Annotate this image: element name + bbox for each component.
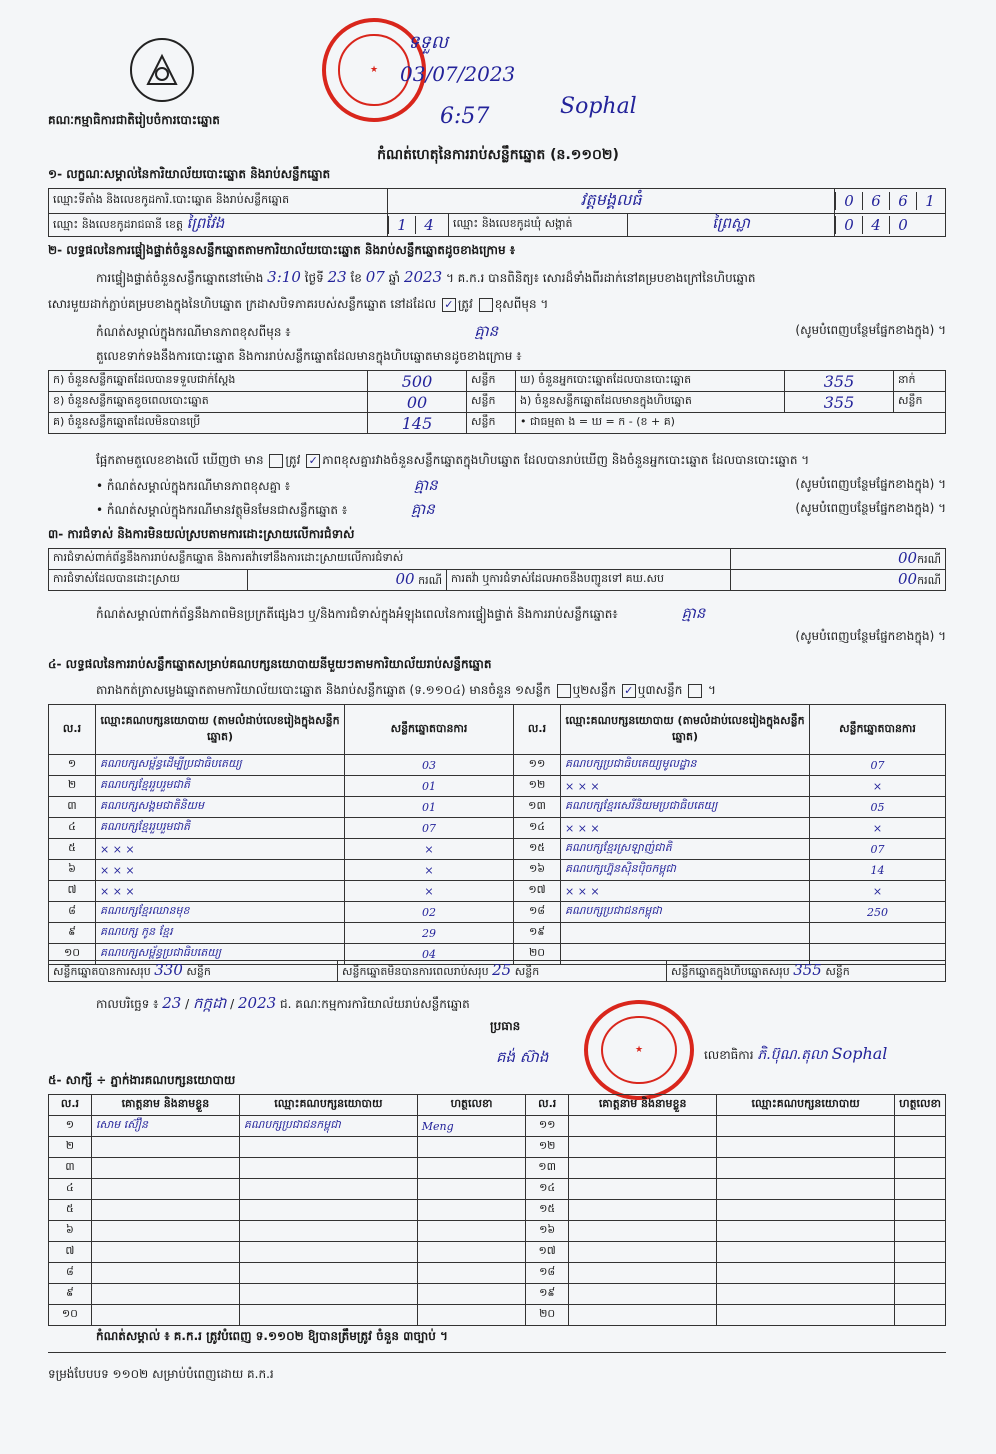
party-name: × × × xyxy=(96,881,345,902)
row-number: ៤ xyxy=(49,818,96,839)
party-name: គណបក្សប្រជាជនកម្ពុជា xyxy=(561,902,810,923)
section2-intro-3: សោរមួយដាក់ភ្ជាប់គម្របខាងក្នុងនៃហិបឆ្នោត ក្រដាសបិទភាគរបស់សន្លឹកឆ្នោត នៅដដែល ✓ ត្រូវ ខុសពីមុន ។ xyxy=(48,297,549,311)
total-invalid: 25 xyxy=(492,961,512,979)
witness-signature: Meng xyxy=(417,1116,525,1137)
party-name: × × × xyxy=(561,881,810,902)
party-name: គណបក្ស កូន ខ្មែរ xyxy=(96,923,345,944)
counts-row: ខ) ចំនួនសន្លឹកឆ្នោតខូចពេលបោះឆ្នោត 00 សន្លឹក ង) ចំនួនសន្លឹកឆ្នោតដែលមានក្នុងហិបឆ្នោត 355 សន្លឹក xyxy=(49,392,946,413)
row-number: ១៦ xyxy=(514,860,561,881)
chair-name: គង់ ស៊ាង xyxy=(496,1048,549,1066)
day-value: 23 xyxy=(327,268,347,286)
party-votes: 07 xyxy=(810,755,946,776)
chair-label: ប្រធាន xyxy=(490,1019,521,1033)
row-number: ១៩ xyxy=(526,1284,569,1305)
witness-name xyxy=(91,1200,239,1221)
row-number: ១៥ xyxy=(526,1200,569,1221)
party-name: × × × xyxy=(96,839,345,860)
party-name: គណបក្សខ្មែរស្រឡាញ់ជាតិ xyxy=(561,839,810,860)
date-line: កាលបរិច្ឆេទ ៖ 23 / កក្កដា / 2023 ជ. គណៈកម្មការការិយាល័យរាប់សន្លឹកឆ្នោត xyxy=(96,994,470,1012)
results-row xyxy=(49,902,946,923)
party-name: គណបក្សខ្មែរឈានមុខ xyxy=(96,902,345,923)
row-number: ២០ xyxy=(514,944,561,965)
row-number: ៣ xyxy=(49,1158,92,1179)
total-valid: 330 xyxy=(154,961,183,979)
results-row xyxy=(49,755,946,776)
receipt-time: 6:57 xyxy=(440,104,490,129)
witness-party xyxy=(239,1284,417,1305)
witness-signature xyxy=(417,1221,525,1242)
witness-name xyxy=(569,1179,717,1200)
witness-party xyxy=(239,1221,417,1242)
party-votes: 07 xyxy=(810,839,946,860)
row2-commune-value: ព្រៃស្លា xyxy=(628,214,835,237)
suspicious-note: • កំណត់សម្គាល់ក្នុងករណីមានវត្ថុមិនមែនជាសន្លឹកឆ្នោត ៖ គ្មាន (សូមបំពេញបន្ថែមផ្នែកខាងក្នុង) ។ xyxy=(96,500,946,518)
witness-signature xyxy=(895,1242,946,1263)
form-note: ទម្រង់បែបបទ ១១០២ សម្រាប់បំពេញដោយ គ.ក.រ xyxy=(48,1367,274,1381)
results-row xyxy=(49,797,946,818)
witness-signature xyxy=(417,1242,525,1263)
witness-name xyxy=(91,1179,239,1200)
witness-row xyxy=(49,1284,946,1305)
witness-signature xyxy=(417,1158,525,1179)
witness-party xyxy=(717,1158,895,1179)
party-votes: 01 xyxy=(345,776,514,797)
counts-row: ក) ចំនួនសន្លឹកឆ្នោតដែលបានទទួលជាក់ស្តែង 500 សន្លឹក ឃ) ចំនួនអ្នកបោះឆ្នោតដែលបានបោះឆ្នោត 355 នាក់ xyxy=(49,371,946,392)
section3-note: កំណត់សម្គាល់ពាក់ព័ន្ធនឹងភាពមិនប្រក្រតីផ្សេងៗ ឬ/និងការជំទាស់ក្នុងអំឡុងពេលនៃការផ្ទៀងផ្ទាត់ និងការរាប់សន្លឹកឆ្នោត៖ គ្មាន xyxy=(96,604,706,622)
row-number: ១៣ xyxy=(514,797,561,818)
sheets-1-checkbox[interactable] xyxy=(557,684,571,698)
party-name: គណបក្សសម្ព័ន្ធដើម្បីប្រជាធិបតេយ្យ xyxy=(96,755,345,776)
party-name: × × × xyxy=(561,818,810,839)
party-name xyxy=(561,923,810,944)
witness-signature xyxy=(417,1200,525,1221)
section4-heading: ៤- លទ្ធផលនៃការរាប់សន្លឹកឆ្នោតសម្រាប់គណបក្សនយោបាយនីមួយៗតាមការិយាល័យរាប់សន្លឹកឆ្នោត xyxy=(48,657,492,671)
witness-party xyxy=(717,1305,895,1326)
row-number: ១៣ xyxy=(526,1158,569,1179)
footnote: កំណត់សម្គាល់ ៖ គ.ក.រ ត្រូវបំពេញ ទ.១១០២ ឱ្យបានត្រឹមត្រូវ ចំនួន ៣ច្បាប់ ។ xyxy=(96,1329,448,1343)
witness-signature xyxy=(895,1200,946,1221)
witness-row xyxy=(49,1179,946,1200)
row1-label: ឈ្មោះទីតាំង និងលេខកូដការិ.បោះឆ្នោត និងរាប់សន្លឹកឆ្នោត xyxy=(49,189,388,214)
witness-party xyxy=(717,1284,895,1305)
witness-name xyxy=(569,1305,717,1326)
diff-checkbox[interactable]: ✓ xyxy=(306,454,320,468)
row-number: ១១ xyxy=(526,1116,569,1137)
results-row xyxy=(49,839,946,860)
witness-name xyxy=(91,1305,239,1326)
witness-row xyxy=(49,1158,946,1179)
row-number: ១២ xyxy=(526,1137,569,1158)
ok-checkbox[interactable]: ✓ xyxy=(442,298,456,312)
row-number: ៨ xyxy=(49,902,96,923)
party-votes: 04 xyxy=(345,944,514,965)
sheets-3-checkbox[interactable] xyxy=(688,684,702,698)
official-stamp: ★ xyxy=(584,1000,694,1100)
row-number: ៦ xyxy=(49,860,96,881)
witness-row xyxy=(49,1137,946,1158)
witness-name xyxy=(91,1221,239,1242)
row-number: ៨ xyxy=(49,1263,92,1284)
witness-party xyxy=(717,1179,895,1200)
witness-row xyxy=(49,1200,946,1221)
counts-row: គ) ចំនួនសន្លឹកឆ្នោតដែលមិនបានប្រើ 145 សន្លឹក • ជាធម្មតា ង = ឃ = ក - (ខ + គ) xyxy=(49,413,946,434)
witness-name xyxy=(569,1221,717,1242)
party-name: × × × xyxy=(561,776,810,797)
party-votes: × xyxy=(345,860,514,881)
row-number: ១៦ xyxy=(526,1221,569,1242)
table-intro: តួលេខទាក់ទងនឹងការបោះឆ្នោត និងការរាប់សន្លឹកឆ្នោតដែលមានក្នុងហិបឆ្នោតមានដូចខាងក្រោម ៖ xyxy=(96,349,522,363)
witness-signature xyxy=(895,1158,946,1179)
witness-row xyxy=(49,1263,946,1284)
witness-signature xyxy=(417,1284,525,1305)
witness-table: ល.រ គោត្តនាម និងនាមខ្លួន ឈ្មោះគណបក្សនយោបាយ ហត្ថលេខា ល.រ គោត្តនាម និងនាមខ្លួន ឈ្មោះគណបក្សនយោបាយ ហត្ថលេខា ១ សោម ស៊ឿន គណបក្សប្រជាជនកម្ពុជា Meng ១១ ២ ១២ ៣ ១៣ ៤ ១៤ ៥ ១៥ ៦ ១៦ ៧ ១៧ ៨ ១៨ ៩ ១៩ ១០ ២០ xyxy=(48,1094,946,1326)
totals-table: សន្លឹកឆ្នោតបានការសរុប 330 សន្លឹក សន្លឹកឆ្នោតមិនបានការពេលរាប់សរុប 25 សន្លឹក សន្លឹកឆ្នោតក្នុងហិបឆ្នោតសរុប 355 សន្លឹក xyxy=(48,960,946,982)
row-number: ១៤ xyxy=(514,818,561,839)
party-name: គណបក្សខ្មែររួបរួមជាតិ xyxy=(96,776,345,797)
witness-party xyxy=(717,1137,895,1158)
party-name: គណបក្សខ្មែររួបរួមជាតិ xyxy=(96,818,345,839)
witness-signature xyxy=(417,1263,525,1284)
row-number: ១០ xyxy=(49,1305,92,1326)
party-name: គណបក្សប្រជាធិបតេយ្យមូលដ្ឋាន xyxy=(561,755,810,776)
row-number: ២០ xyxy=(526,1305,569,1326)
secretary-line: លេខាធិការ ភិ.ប៊ុណ.តុលា Sophal xyxy=(704,1044,888,1063)
row2-commune-label: ឈ្មោះ និងលេខកូដឃុំ សង្កាត់ xyxy=(449,214,628,237)
witness-name xyxy=(91,1284,239,1305)
row-number: ១៧ xyxy=(526,1242,569,1263)
row2-label: ឈ្មោះ និងលេខកូដរាជធានី ខេត្ត ព្រៃវែង xyxy=(49,214,388,237)
party-votes: × xyxy=(810,881,946,902)
party-name: គណបក្សសម្ព័ន្ធប្រជាធិបតេយ្យ xyxy=(96,944,345,965)
row-number: ៤ xyxy=(49,1179,92,1200)
witness-name xyxy=(569,1158,717,1179)
row-number: ៣ xyxy=(49,797,96,818)
org-name: គណៈកម្មាធិការជាតិរៀបចំការបោះឆ្នោត xyxy=(48,113,220,127)
row-number: ៩ xyxy=(49,1284,92,1305)
row-number: ៧ xyxy=(49,1242,92,1263)
row-number: ៥ xyxy=(49,839,96,860)
witness-signature xyxy=(895,1263,946,1284)
witness-party xyxy=(717,1242,895,1263)
footer-rule xyxy=(48,1352,946,1353)
witness-party xyxy=(239,1200,417,1221)
party-votes: × xyxy=(345,839,514,860)
section1-heading: ១- លក្ខណៈសម្គាល់នៃការិយាល័យបោះឆ្នោត និងរាប់សន្លឹកឆ្នោត xyxy=(48,167,331,181)
party-votes: 29 xyxy=(345,923,514,944)
time-value: 3:10 xyxy=(267,268,301,286)
row1-value: វត្តមង្គលធំ xyxy=(388,189,835,214)
witness-row xyxy=(49,1116,946,1137)
witness-signature xyxy=(895,1137,946,1158)
row2-code: 1 4 xyxy=(388,214,449,237)
row-number: ១ xyxy=(49,755,96,776)
section1-table xyxy=(48,188,946,237)
year-value: 2023 xyxy=(403,268,443,286)
witness-name xyxy=(91,1263,239,1284)
witness-row xyxy=(49,1242,946,1263)
party-name: គណបក្សសង្គមជាតិនិយម xyxy=(96,797,345,818)
party-votes: 05 xyxy=(810,797,946,818)
witness-signature xyxy=(417,1137,525,1158)
party-votes: 03 xyxy=(345,755,514,776)
row-number: ៥ xyxy=(49,1200,92,1221)
witness-party xyxy=(717,1116,895,1137)
row1-code: 0 6 6 1 xyxy=(835,189,946,214)
witness-signature xyxy=(895,1116,946,1137)
witness-signature xyxy=(417,1179,525,1200)
objections-table: ការជំទាស់ពាក់ព័ន្ធនឹងការរាប់សន្លឹកឆ្នោត និងការតវ៉ាទៅនឹងការដោះស្រាយលើការជំទាស់ 00ករណី ការជំទាស់ដែលបានដោះស្រាយ 00 ករណី ការតវ៉ា ឬការជំទាស់ដែលអាចនឹងបញ្ជូនទៅ គឃ.សប 00ករណី xyxy=(48,548,946,591)
row-number: ១៤ xyxy=(526,1179,569,1200)
row2-commune-code: 0 4 0 xyxy=(835,214,946,237)
month-value: 07 xyxy=(365,268,385,286)
witness-party xyxy=(239,1137,417,1158)
row-number: ៦ xyxy=(49,1221,92,1242)
witness-party: គណបក្សប្រជាជនកម្ពុជា xyxy=(239,1116,417,1137)
row-number: ១០ xyxy=(49,944,96,965)
witness-name xyxy=(91,1158,239,1179)
receipt-signature: Sophal xyxy=(560,94,637,119)
row-number: ២ xyxy=(49,1137,92,1158)
party-votes: × xyxy=(810,818,946,839)
party-votes xyxy=(810,923,946,944)
section4-intro: តារាងកត់ត្រាសម្លេងឆ្នោតតាមការិយាល័យបោះឆ្នោត និងរាប់សន្លឹកឆ្នោត (ទ.១១០៤) មានចំនួន ១សន្លឹក ឬ២សន្លឹក ✓ ឬ៣សន្លឹក ។ xyxy=(96,683,716,697)
witness-name xyxy=(569,1263,717,1284)
witness-name: សោម ស៊ឿន xyxy=(91,1116,239,1137)
row-number: ១៩ xyxy=(514,923,561,944)
sheets-2-checkbox[interactable]: ✓ xyxy=(622,684,636,698)
witness-name xyxy=(569,1137,717,1158)
row-number: ៧ xyxy=(49,881,96,902)
witness-name xyxy=(569,1284,717,1305)
section5-heading: ៥- សាក្សី ÷ ភ្នាក់ងារគណបក្សនយោបាយ xyxy=(48,1073,236,1087)
row-number: ១៧ xyxy=(514,881,561,902)
section3-heading: ៣- ការជំទាស់ និងការមិនយល់ស្របតាមការដោះស្រាយលើការជំទាស់ xyxy=(48,527,355,541)
results-row xyxy=(49,923,946,944)
party-votes: × xyxy=(345,881,514,902)
section3-fill-hint: (សូមបំពេញបន្ថែមផ្នែកខាងក្នុង) ។ xyxy=(795,629,946,643)
witness-name xyxy=(91,1137,239,1158)
party-votes: × xyxy=(810,776,946,797)
row-number: ៩ xyxy=(49,923,96,944)
results-row xyxy=(49,776,946,797)
receipt-stamp: ★ xyxy=(322,18,426,122)
witness-party xyxy=(239,1305,417,1326)
section2-heading: ២- លទ្ធផលនៃការផ្ទៀងផ្ទាត់ចំនួនសន្លឹកឆ្នោតតាមការិយាល័យបោះឆ្នោត និងរាប់សន្លឹកឆ្នោតដូចខាងក្រោម ៖ xyxy=(48,243,516,257)
witness-party xyxy=(717,1200,895,1221)
witness-signature xyxy=(895,1305,946,1326)
section2-note-value: គ្មាន xyxy=(474,322,499,340)
witness-name xyxy=(91,1242,239,1263)
party-votes: 14 xyxy=(810,860,946,881)
witness-row xyxy=(49,1221,946,1242)
witness-party xyxy=(717,1221,895,1242)
row-number: ២ xyxy=(49,776,96,797)
witness-row xyxy=(49,1305,946,1326)
witness-signature xyxy=(417,1305,525,1326)
results-row xyxy=(49,860,946,881)
diff-note: • កំណត់សម្គាល់ក្នុងករណីមានភាពខុសគ្នា ៖ គ្មាន (សូមបំពេញបន្ថែមផ្នែកខាងក្នុង) ។ xyxy=(96,476,946,494)
receipt-date: 03/07/2023 xyxy=(400,62,516,86)
witness-signature xyxy=(895,1221,946,1242)
total-in-box: 355 xyxy=(793,961,822,979)
results-table: ល.រ ឈ្មោះគណបក្សនយោបាយ (តាមលំដាប់លេខរៀងក្នុងសន្លឹកឆ្នោត) សន្លឹកឆ្នោតបានការ ល.រ ឈ្មោះគណបក្សនយោបាយ (តាមលំដាប់លេខរៀងក្នុងសន្លឹកឆ្នោត) សន្លឹកឆ្នោតបានការ ១ គណបក្សសម្ព័ន្ធដើម្បីប្រជាធិបតេយ្យ 03 ១១ គណបក្សប្រជាធិបតេយ្យមូលដ្ឋាន 07 ២ គណបក្សខ្មែររួបរួមជាតិ 01 ១២ × × × × ៣ គណបក្សសង្គមជាតិនិយម 01 ១៣ គណបក្សខ្មែរសេរីនិយមប្រជាធិបតេយ្យ 05 ៤ គណបក្សខ្មែររួបរួមជាតិ 07 ១៤ × × × × ៥ × × × × ១៥ គណបក្សខ្មែរស្រឡាញ់ជាតិ 07 ៦ × × × × ១៦ គណបក្សហ្វ៊ុនស៊ិនប៉ិចកម្ពុជា 14 ៧ × × × × ១៧ × × × × ៨ គណបក្សខ្មែរឈានមុខ 02 ១៨ គណបក្សប្រជាជនកម្ពុជា 250 ៩ គណបក្ស កូន ខ្មែរ 29 ១៩ ១០ គណបក្សសម្ព័ន្ធប្រជាធិបតេយ្យ 04 ២០ xyxy=(48,704,946,965)
witness-name xyxy=(569,1116,717,1137)
witness-party xyxy=(239,1242,417,1263)
based-on-line: ផ្អែកតាមតួលេខខាងលើ ឃើញថា មាន ត្រូវ ✓ ភាពខុសគ្នារវាងចំនួនសន្លឹកឆ្នោតក្នុងហិបឆ្នោត ដែលបានរាប់ឃើញ និងចំនួនអ្នកបោះឆ្នោត ដែលបានបោះឆ្នោត ។ xyxy=(96,453,810,467)
row2-value: ព្រៃវែង xyxy=(186,214,225,232)
party-votes: 02 xyxy=(345,902,514,923)
party-votes: 250 xyxy=(810,902,946,923)
row-number: ១៨ xyxy=(514,902,561,923)
witness-party xyxy=(717,1263,895,1284)
party-votes: 01 xyxy=(345,797,514,818)
nec-logo xyxy=(130,38,194,102)
section2-note: កំណត់សម្គាល់ក្នុងករណីមានភាពខុសពីមុន ៖ គ្មាន (សូមបំពេញបន្ថែមផ្នែកខាងក្នុង) ។ xyxy=(96,322,946,340)
page-title: កំណត់ហេតុនៃការរាប់សន្លឹកឆ្នោត (ន.១១០២) xyxy=(377,147,619,163)
witness-name xyxy=(569,1200,717,1221)
same-checkbox[interactable] xyxy=(269,454,283,468)
witness-party xyxy=(239,1179,417,1200)
receipt-note: ទទួល xyxy=(408,32,448,53)
witness-party xyxy=(239,1263,417,1284)
witness-signature xyxy=(895,1284,946,1305)
witness-signature xyxy=(895,1179,946,1200)
party-name: × × × xyxy=(96,860,345,881)
witness-party xyxy=(239,1158,417,1179)
row-number: ១២ xyxy=(514,776,561,797)
counts-table xyxy=(48,370,946,434)
party-name: គណបក្សខ្មែរសេរីនិយមប្រជាធិបតេយ្យ xyxy=(561,797,810,818)
row-number: ១ xyxy=(49,1116,92,1137)
party-name: គណបក្សហ្វ៊ុនស៊ិនប៉ិចកម្ពុជា xyxy=(561,860,810,881)
witness-name xyxy=(569,1242,717,1263)
not-checkbox[interactable] xyxy=(479,298,493,312)
party-votes: 07 xyxy=(345,818,514,839)
results-row xyxy=(49,818,946,839)
row-number: ១៥ xyxy=(514,839,561,860)
section2-intro: ការផ្ទៀងផ្ទាត់ចំនួនសន្លឹកឆ្នោតនៅម៉ោង 3:10 ថ្ងៃទី 23 ខែ 07 ឆ្នាំ 2023 ។ គ.ក.រ បានពិនិត្យ៖ សោរដ៏ទាំងពីរដាក់នៅគម្របខាងក្រៅនៃហិបឆ្នោត xyxy=(96,268,756,286)
row-number: ១៨ xyxy=(526,1263,569,1284)
results-row xyxy=(49,881,946,902)
row-number: ១១ xyxy=(514,755,561,776)
